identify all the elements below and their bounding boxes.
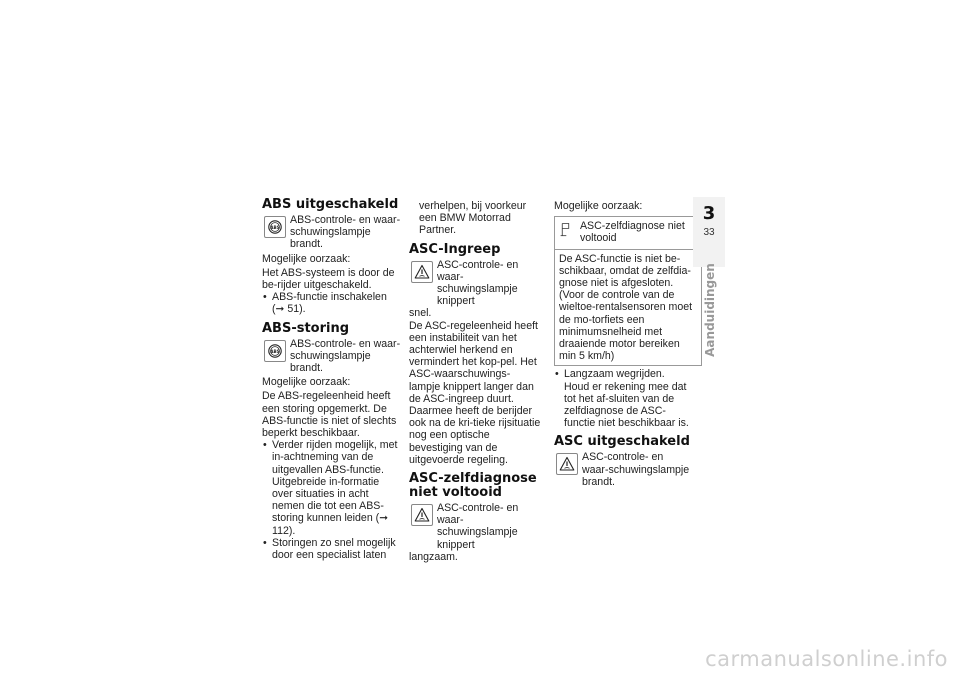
chapter-tab bbox=[693, 197, 725, 267]
cause-label: Mogelijke oorzaak: bbox=[262, 376, 351, 389]
asc-warning-icon bbox=[411, 504, 433, 526]
bullet-item bbox=[262, 537, 402, 561]
cause-text: Het ABS-systeem is door de be-rijder uitgeschakeld. bbox=[262, 266, 395, 292]
heading-abs-storing: ABS-storing bbox=[262, 320, 350, 336]
abs-warning-icon bbox=[264, 340, 286, 362]
page-reference-link[interactable]: (➞ 112). bbox=[272, 512, 389, 537]
heading-asc-uitgeschakeld: ASC uitgeschakeld bbox=[554, 434, 690, 450]
abs-lamp-row bbox=[262, 338, 402, 375]
info-table bbox=[554, 216, 702, 366]
column-2 bbox=[409, 200, 541, 563]
page-reference-link[interactable]: (➞ 51). bbox=[272, 303, 306, 316]
bullet-text: Verder rijden mogelijk, met in-achtneming van de uitgevallen ABS-functie. Uitgebreide in-formatie over situaties in acht nemen die tot een ABS-storing kunnen leiden bbox=[272, 439, 398, 525]
heading-abs-uitgeschakeld: ABS uitgeschakeld bbox=[262, 197, 399, 212]
info-table-body: De ASC-functie is niet be-schikbaar, omdat de zelfdia-gnose niet is afgesloten. (Voor de controle van de wieltoe-rentalsensoren moet de mo-torfiets een minimumsnelheid met draaiende motor bereiken min 5 km/h) bbox=[559, 252, 693, 363]
heading-asc-ingreep: ASC-Ingreep bbox=[409, 241, 501, 257]
bullet-text: Storingen zo snel mogelijk door een specialist laten bbox=[272, 536, 396, 562]
section-title-vertical: Aanduidingen bbox=[703, 263, 717, 357]
cause-text: De ABS-regeleenheid heeft een storing opgemerkt. De ABS-functie is niet of slechts beperkt beschikbaar. bbox=[262, 390, 397, 440]
bullet-text: ABS-functie inschakelen bbox=[272, 291, 387, 304]
continuation-text: verhelpen, bij voorkeur een BMW Motorrad Partner. bbox=[419, 200, 527, 237]
chapter-number: 3 bbox=[702, 203, 716, 224]
body-text: De ASC-regeleenheid heeft een instabiliteit van het achterwiel herkend en vermindert het kop-pel. Het ASC-waarschuwings-lampje knippert langer dan de ASC-ingreep duurt. Daarmee heeft de berijder ook na de kri-tieke rijsituatie nog een optische bevestiging van de uitgevoerde regeling. bbox=[409, 319, 541, 466]
cause-label: Mogelijke oorzaak: bbox=[262, 252, 351, 265]
cause-label: Mogelijke oorzaak: bbox=[554, 200, 643, 212]
bullet-text: Langzaam wegrijden. Houd er rekening mee dat tot het af-sluiten van de zelfdiagnose de ASC-functie niet beschikbaar is. bbox=[564, 368, 689, 430]
lamp-text-tail: langzaam. bbox=[409, 550, 458, 563]
svg-text:ABS: ABS bbox=[270, 348, 280, 354]
lamp-text: ABS-controle- en waar-schuwingslampje brandt. bbox=[290, 214, 401, 251]
abs-lamp-row bbox=[262, 214, 402, 251]
column-1 bbox=[262, 198, 402, 561]
asc-lamp-row bbox=[409, 502, 541, 551]
lamp-text-tail: snel. bbox=[409, 307, 432, 320]
column-3 bbox=[554, 200, 693, 488]
bullet-item bbox=[262, 291, 402, 315]
bullet-item bbox=[554, 368, 690, 429]
abs-warning-icon bbox=[264, 216, 286, 238]
watermark: carmanualsonline.info bbox=[705, 647, 948, 671]
heading-asc-zelfdiagnose: ASC-zelfdiagnose niet voltooid bbox=[409, 471, 537, 501]
page-number: 33 bbox=[703, 227, 715, 238]
info-flag-icon bbox=[559, 220, 572, 240]
lamp-text: ASC-controle- en waar-schuwingslampje knippert bbox=[437, 258, 519, 308]
lamp-text: ABS-controle- en waar-schuwingslampje brandt. bbox=[290, 337, 401, 375]
info-table-header bbox=[555, 217, 701, 249]
svg-text:ABS: ABS bbox=[270, 225, 280, 230]
asc-lamp-row bbox=[409, 259, 541, 308]
lamp-text: ASC-controle- en waar-schuwingslampje knippert bbox=[437, 502, 519, 551]
asc-warning-icon bbox=[411, 261, 433, 283]
asc-warning-icon bbox=[556, 453, 578, 475]
info-table-header-text: ASC-zelfdiagnose niet voltooid bbox=[579, 220, 685, 245]
lamp-text: ASC-controle- en waar-schuwingslampje brandt. bbox=[582, 451, 690, 488]
bullet-item bbox=[262, 439, 402, 537]
asc-lamp-row bbox=[554, 451, 690, 488]
